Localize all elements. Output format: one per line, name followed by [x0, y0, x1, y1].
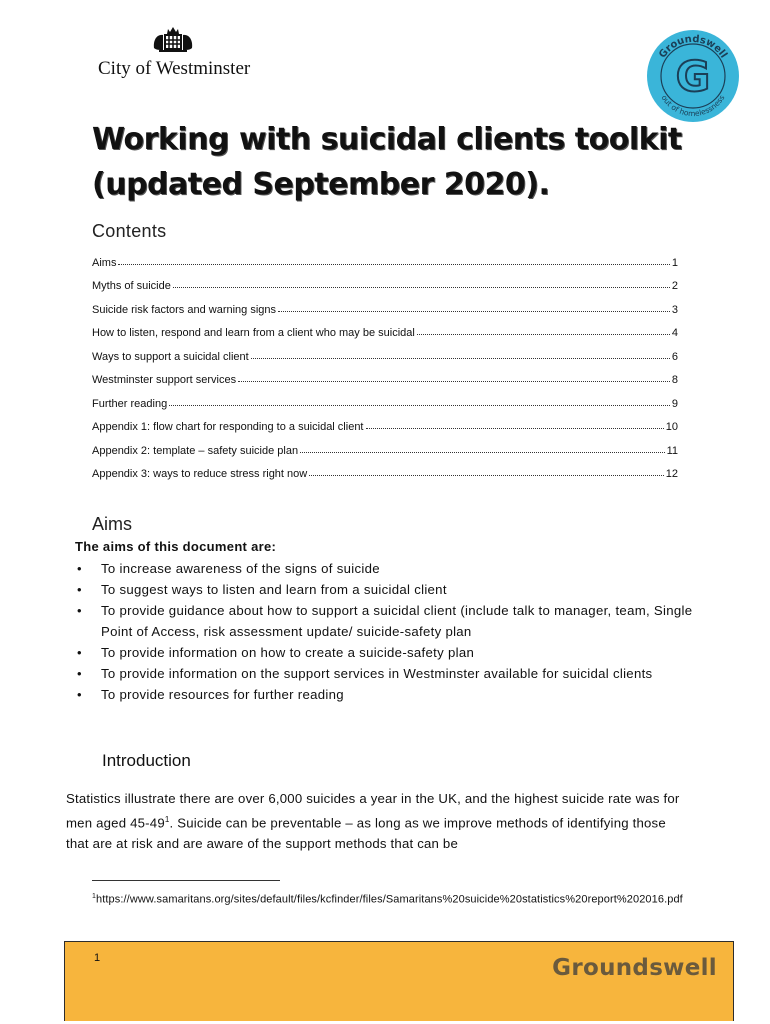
bullet-icon: •: [77, 603, 82, 618]
bullet-icon: •: [77, 582, 82, 597]
bullet-icon: •: [77, 687, 82, 702]
page-number: 1: [94, 952, 101, 964]
toc-entry[interactable]: Appendix 1: flow chart for responding to a suicidal client 10: [92, 421, 678, 433]
toc-entry[interactable]: Aims 1: [92, 256, 678, 269]
aims-item: • To suggest ways to listen and learn from a suicidal client: [75, 579, 715, 600]
aims-item: • To provide information on the support services in Westminster available for suicidal clients: [75, 663, 715, 684]
toc-entry[interactable]: Appendix 3: ways to reduce stress right now 12: [92, 468, 678, 480]
page-footer: [64, 941, 734, 1021]
footnote-reference[interactable]: 1: [164, 815, 170, 824]
toc-entry[interactable]: Ways to support a suicidal client 6: [92, 350, 678, 363]
bullet-icon: •: [77, 561, 82, 576]
aims-item: • To provide resources for further reading: [75, 684, 715, 705]
aims-intro: The aims of this document are:: [75, 539, 277, 554]
footnote: [92, 888, 692, 909]
contents-heading: Contents: [92, 221, 167, 241]
bullet-icon: •: [77, 645, 82, 660]
footnote-divider: [92, 880, 280, 881]
badge-letter: G: [675, 52, 711, 101]
introduction-paragraph: Statistics illustrate there are over 6,000 suicides a year in the UK, and the highest suicide rate was for men aged $45-49^1$. Suicide can be preventable – as long as we improve methods of identifying those that are at risk and are aware of the support methods that can be: [66, 791, 680, 852]
bullet-icon: •: [77, 666, 82, 681]
toc-entry[interactable]: Westminster support services 8: [92, 374, 678, 386]
document-title: Working with suicidal clients toolkit (updated September 2020).: [92, 122, 682, 202]
westminster-logo: [98, 26, 251, 80]
aims-list: [75, 558, 715, 705]
badge-top-text: Groundswell: [657, 33, 729, 61]
toc-entry[interactable]: Suicide risk factors and warning signs 3: [92, 303, 678, 316]
toc-entry[interactable]: How to listen, respond and learn from a client who may be suicidal 4: [92, 327, 678, 339]
portcullis-crest-icon: [151, 26, 195, 54]
toc-entry[interactable]: Further reading 9: [92, 397, 678, 410]
council-name: City of Westminster: [98, 58, 251, 79]
footnote-marker: 1: [92, 893, 96, 900]
footnote-link[interactable]: https://www.samaritans.org/sites/default/files/kcfinder/files/Samaritans%20suicide%20statistics%20report%202016.pdf: [96, 893, 683, 906]
aims-item: • To increase awareness of the signs of suicide: [75, 558, 715, 579]
footer-brand: Groundswell: [552, 955, 717, 981]
table-of-contents: [92, 245, 678, 480]
aims-item: • To provide information on how to create a suicide-safety plan: [75, 642, 715, 663]
aims-heading: Aims: [92, 514, 132, 534]
introduction-heading: Introduction: [102, 751, 191, 770]
toc-entry[interactable]: Appendix 2: template – safety suicide plan 11: [92, 444, 678, 457]
badge-bottom-text: out of homelessness: [659, 93, 727, 119]
toc-entry[interactable]: Myths of suicide 2: [92, 280, 678, 292]
groundswell-badge-icon: [645, 28, 741, 124]
aims-item: • To provide guidance about how to support a suicidal client (include talk to manager, team, Single Point of Access, risk assessment update/ suicide-safety plan: [75, 600, 715, 642]
